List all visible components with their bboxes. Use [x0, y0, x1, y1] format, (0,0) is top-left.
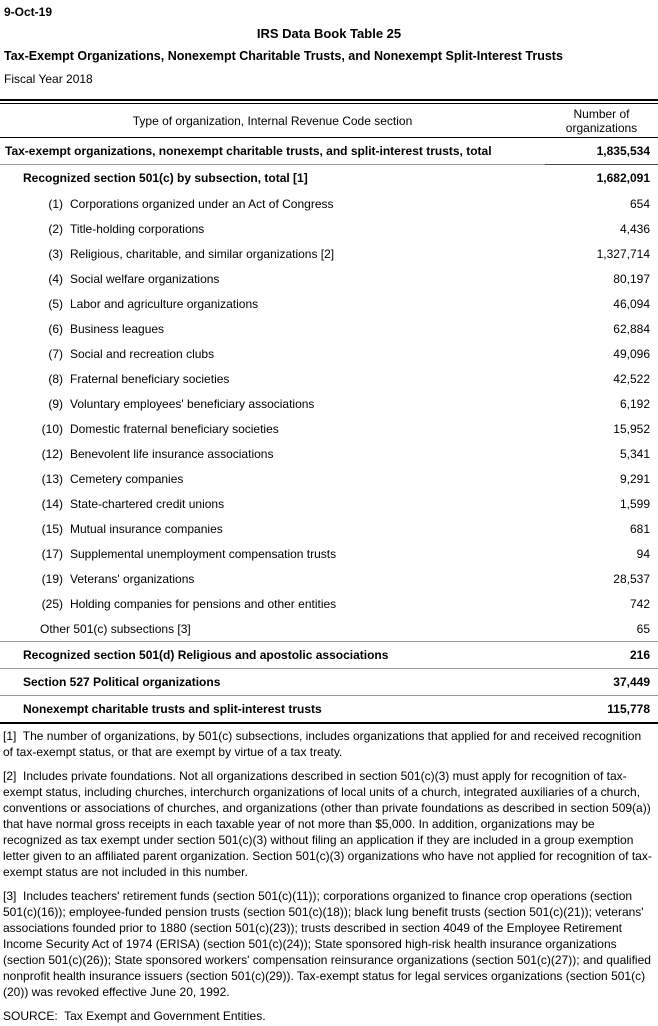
row-value: 1,327,714	[596, 246, 650, 261]
column-header-number-of-organizations: Number of organizations	[545, 104, 658, 138]
row-label: Fraternal beneficiary societies	[70, 371, 230, 386]
row-value: 1,599	[619, 496, 650, 511]
table-row	[0, 591, 658, 616]
table-row	[0, 241, 658, 266]
table-row	[0, 416, 658, 441]
row-label: Social welfare organizations	[70, 271, 220, 286]
fiscal-year-label: Fiscal Year 2018	[4, 72, 93, 86]
row-value: 80,197	[613, 271, 650, 286]
row-value: 42,522	[613, 371, 650, 386]
data-table	[0, 104, 658, 724]
table-row	[0, 266, 658, 291]
row-code-number: (19)	[41, 571, 63, 586]
table-row	[0, 216, 658, 241]
table-subtitle: Tax-Exempt Organizations, Nonexempt Charitable Trusts, and Nonexempt Split-Interest Trusts	[4, 49, 563, 63]
row-value: 742	[629, 596, 650, 611]
row-label: Holding companies for pensions and other entities	[70, 596, 337, 611]
row-code-number: (12)	[41, 446, 63, 461]
row-value: 46,094	[613, 296, 650, 311]
table-row	[0, 441, 658, 466]
table-row	[0, 291, 658, 316]
row-value: 681	[629, 521, 650, 536]
row-value: 28,537	[613, 571, 650, 586]
footnotes-section	[0, 728, 658, 1023]
row-code-number: (7)	[48, 346, 63, 361]
table-row	[0, 541, 658, 566]
row-label: Supplemental unemployment compensation trusts	[70, 546, 337, 561]
row-code-number: (14)	[41, 496, 63, 511]
row-value: 49,096	[613, 346, 650, 361]
table-row	[0, 366, 658, 391]
row-label: Title-holding corporations	[70, 221, 205, 236]
row-label: Veterans' organizations	[70, 571, 195, 586]
table-row	[0, 466, 658, 491]
row-code-number: (3)	[48, 246, 63, 261]
row-code-number: (6)	[48, 321, 63, 336]
row-value: 37,449	[545, 669, 658, 696]
table-row	[0, 391, 658, 416]
row-code-number: (17)	[41, 546, 63, 561]
row-value: 9,291	[619, 471, 650, 486]
row-value: 115,778	[545, 696, 658, 724]
row-value: 1,835,534	[545, 138, 658, 165]
row-value: 94	[636, 546, 650, 561]
row-value: 216	[545, 642, 658, 669]
row-label: Other 501(c) subsections [3]	[0, 616, 545, 642]
row-label: Social and recreation clubs	[70, 346, 215, 361]
row-code-number: (10)	[41, 421, 63, 436]
footnote-1: [1] The number of organizations, by 501(c) subsections, includes organizations that applied for and received recognition of tax-exempt status, or that are exempt by virtue of a tax treaty.	[3, 729, 645, 759]
row-code-number: (4)	[48, 271, 63, 286]
source-line: SOURCE: Tax Exempt and Government Entities.	[3, 1009, 266, 1023]
row-label: Business leagues	[70, 321, 165, 336]
table-row-501c-total	[0, 165, 658, 192]
table-row-grand-total	[0, 138, 658, 165]
row-code-number: (8)	[48, 371, 63, 386]
row-label: Voluntary employees' beneficiary associations	[70, 396, 315, 411]
table-row	[0, 491, 658, 516]
table-header-row	[0, 104, 658, 138]
row-label: Mutual insurance companies	[70, 521, 223, 536]
table-row	[0, 566, 658, 591]
row-label: Recognized section 501(d) Religious and apostolic associations	[0, 642, 545, 669]
row-code-number: (9)	[48, 396, 63, 411]
table-row-section-527	[0, 669, 658, 696]
table-row	[0, 341, 658, 366]
row-value: 4,436	[619, 221, 650, 236]
row-value: 6,192	[619, 396, 650, 411]
row-label: Nonexempt charitable trusts and split-interest trusts	[0, 696, 545, 724]
row-label: Labor and agriculture organizations	[70, 296, 259, 311]
report-date: 9-Oct-19	[4, 5, 53, 19]
row-value: 65	[545, 616, 658, 642]
row-code-number: (2)	[48, 221, 63, 236]
row-label: Tax-exempt organizations, nonexempt charitable trusts, and split-interest trusts, total	[0, 138, 545, 165]
row-code-number: (1)	[48, 196, 63, 211]
row-label: Corporations organized under an Act of Congress	[70, 196, 334, 211]
table-row	[0, 316, 658, 341]
row-value: 15,952	[613, 421, 650, 436]
row-label: Section 527 Political organizations	[0, 669, 545, 696]
footnote-3: [3] Includes teachers' retirement funds (section 501(c)(11)); corporations organized to finance crop operations (section 501(c)(16)); employee-funded pension trusts (section 501(c)(18)); black lung benefit trusts (section 501(c)(21)); veterans' associations founded prior to 1880 (section 501(c)(23)); trusts described in section 4049 of the Employee Retirement Income Security Act of 1974 (ERISA) (section 501(c)(24)); State sponsored high-risk health insurance organizations (section 501(c)(26)); State sponsored workers' compensation reinsurance organizations (section 501(c)(27)); and qualified nonprofit health insurance issuers (section 501(c)(29)). Tax-exempt status for legal services organizations (section 501(c)(20)) was revoked effective June 20, 1992.	[3, 889, 655, 999]
row-label: Religious, charitable, and similar organizations [2]	[70, 246, 335, 261]
table-row	[0, 191, 658, 216]
row-code-number: (5)	[48, 296, 63, 311]
footnote-2: [2] Includes private foundations. Not all organizations described in section 501(c)(3) must apply for recognition of tax-exempt status, including churches, interchurch organizations of local units of a church, integrated auxiliaries of a church, conventions or associations of churches, and organizations (other than private foundations as described in section 509(a)) that have normal gross receipts in each taxable year of not more than $5,000. In addition, organizations may be recognized as tax exempt under section 501(c)(3) without filing an application if they are included in a group exemption letter given to an affiliated parent organization. Section 501(c)(3) organizations who have not applied for recognition of tax-exempt status are not included in this number.	[3, 769, 655, 879]
row-value: 654	[629, 196, 650, 211]
row-value: 5,341	[619, 446, 650, 461]
row-label: Cemetery companies	[70, 471, 184, 486]
row-label: Benevolent life insurance associations	[70, 446, 274, 461]
row-code-number: (25)	[41, 596, 63, 611]
row-label: Domestic fraternal beneficiary societies	[70, 421, 279, 436]
row-value: 1,682,091	[596, 171, 650, 185]
table-row-other-501c	[0, 616, 658, 642]
row-label: State-chartered credit unions	[70, 496, 225, 511]
page-title: IRS Data Book Table 25	[256, 26, 402, 41]
row-value: 62,884	[613, 321, 650, 336]
row-code-number: (13)	[41, 471, 63, 486]
table-row-nonexempt-trusts	[0, 696, 658, 724]
table-row-501d	[0, 642, 658, 669]
column-header-type-of-organization: Type of organization, Internal Revenue Code section	[0, 104, 545, 138]
row-label: Recognized section 501(c) by subsection, total [1]	[23, 171, 308, 185]
document-header	[0, 0, 658, 86]
row-code-number: (15)	[41, 521, 63, 536]
table-row	[0, 516, 658, 541]
